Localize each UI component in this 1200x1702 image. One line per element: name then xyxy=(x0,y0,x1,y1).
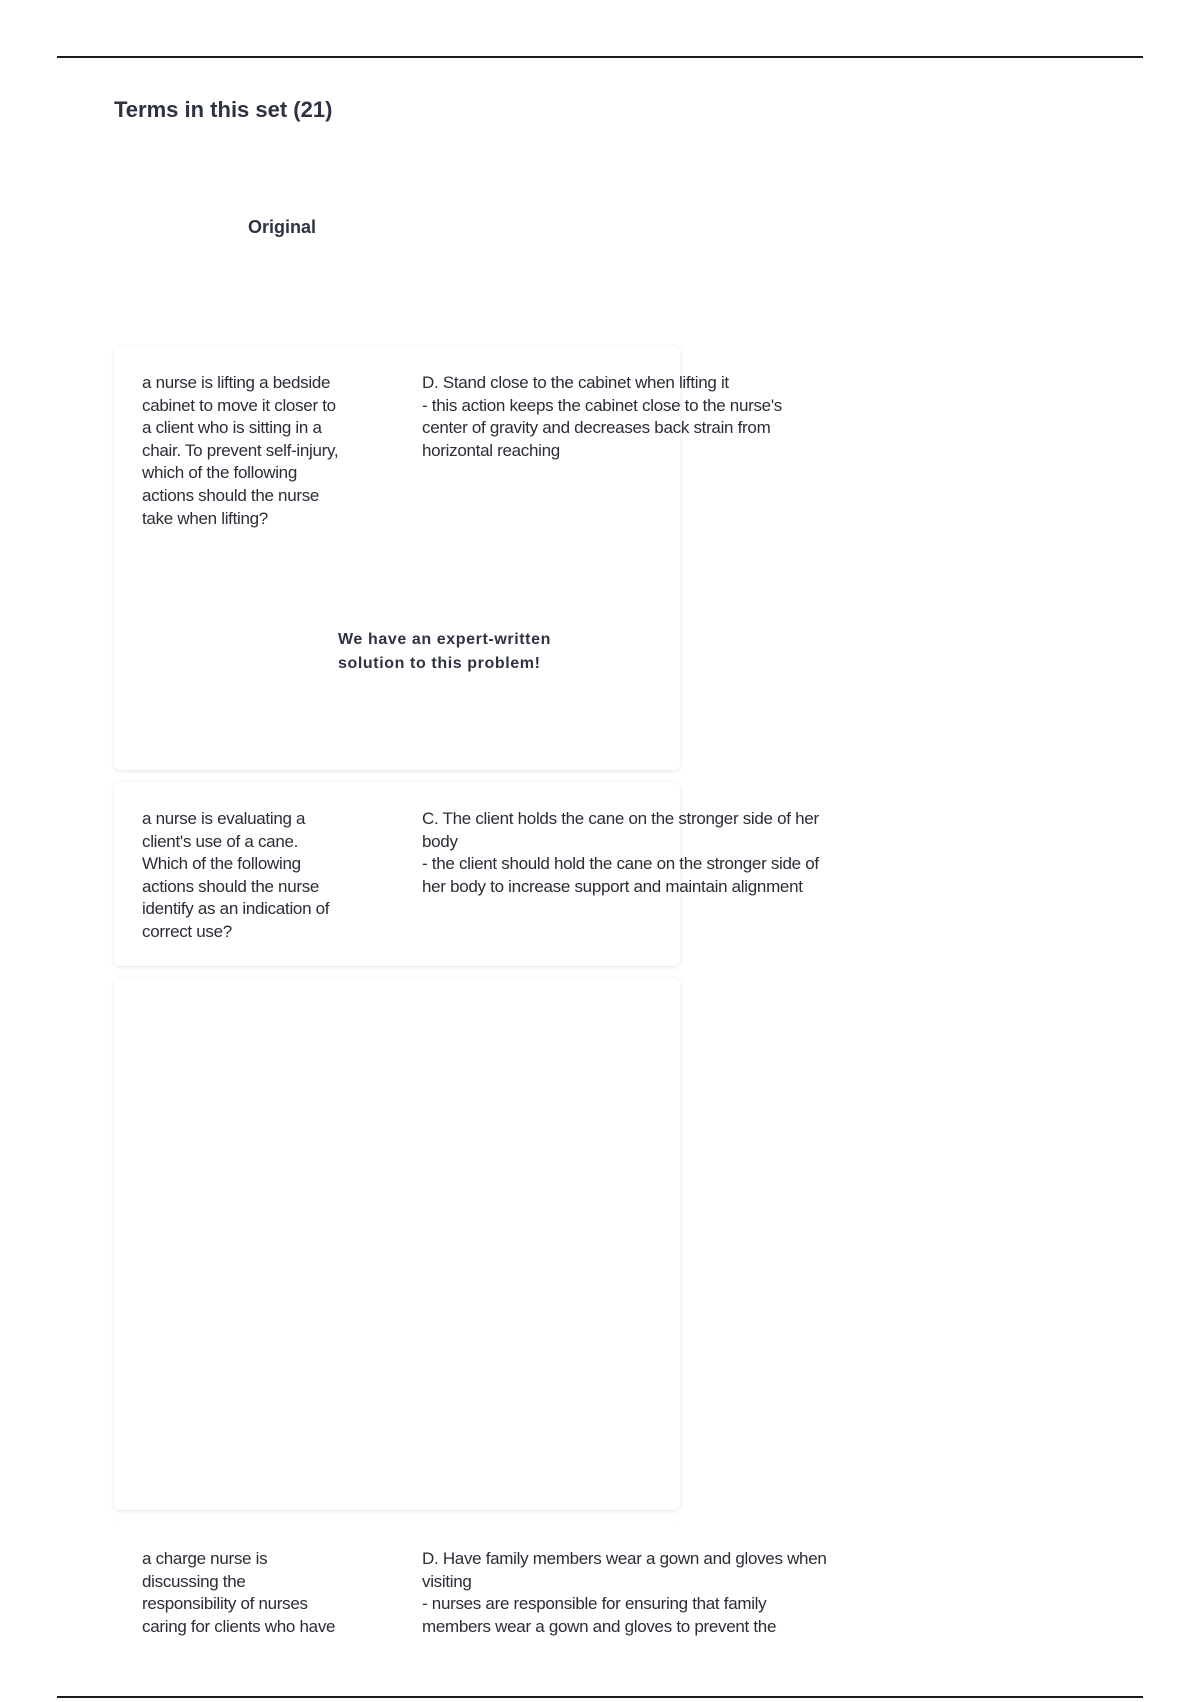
top-divider xyxy=(57,56,1143,58)
card-definition: D. Stand close to the cabinet when lifting it - this action keeps the cabinet close to the nurse's center of gravity and decreases back strain from horizontal reaching xyxy=(422,373,782,460)
bottom-divider xyxy=(57,1696,1143,1698)
flashcard[interactable] xyxy=(114,782,819,966)
card-definition: C. The client holds the cane on the stronger side of her body - the client should hold the cane on the stronger side of her body to increase support and maintain alignment xyxy=(422,809,819,896)
flashcard[interactable] xyxy=(114,1522,827,1702)
original-subheading: Original xyxy=(248,217,317,237)
blank-card xyxy=(114,978,680,1510)
card-term: a charge nurse is discussing the responsibility of nurses caring for clients who have xyxy=(142,1549,336,1636)
card-definition: D. Have family members wear a gown and gloves when visiting - nurses are responsible for ensuring that family members wear a gown and gloves to prevent the xyxy=(422,1549,827,1636)
expert-solution-note[interactable]: We have an expert-written solution to this problem! xyxy=(338,631,551,672)
card-term: a nurse is evaluating a client's use of a cane. Which of the following actions should the nurse identify as an indication of correct use? xyxy=(142,809,330,941)
set-title: Terms in this set (21) xyxy=(114,97,333,122)
flashcard[interactable] xyxy=(114,346,782,770)
card-term: a nurse is lifting a bedside cabinet to move it closer to a client who is sitting in a chair. To prevent self-injury, which of the following actions should the nurse take when lifting? xyxy=(142,373,339,528)
